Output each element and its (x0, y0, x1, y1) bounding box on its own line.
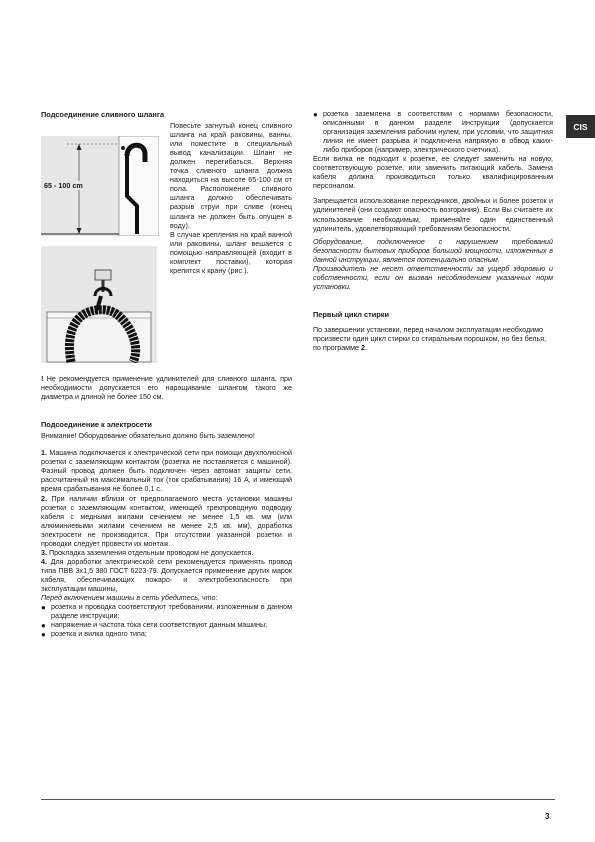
warning-mark: ! (41, 375, 44, 384)
page-number: 3 (545, 812, 550, 821)
check-bullet-text: напряжение и частота тока сети соответствуют данным машины; (51, 621, 268, 630)
item-text: Машина подключается к электрической сети при помощи двухполюсной розетки с заземляющим контактом (розетка не поставляется с машиной). Фазный провод должен быть подключен через автомат защиты сети, рассчитанный на максимальный ток (ток срабатывания) 16 А, и имеющий время срабатывания не более 0,1 с. (41, 449, 292, 494)
bullet-icon: ● (313, 110, 318, 119)
drain-height-label: 65 - 100 cm (44, 181, 83, 191)
check-intro: Перед включением машины в сеть убедитесь, что: (41, 594, 218, 603)
adapters-paragraph: Запрещается использование переходников, двойных и более розеток и удлинителей (они создают опасность возгорания). Если Вы считаете их использование необходимым, применяйте один единственный удлинитель, удовлетворяющий требованиям безопасности. (313, 197, 553, 233)
check-bullet (41, 630, 292, 639)
electric-intro: Внимание! Оборудование обязательно должно быть заземлено! (41, 432, 255, 441)
check-bullet-text: розетка и вилка одного типа; (51, 630, 147, 639)
safety-note: Оборудование, подключенное с нарушением требований безопасности бытовых приборов большой мощности, изложенных в данной инструкции, является потенциально опасным. (313, 237, 553, 264)
hose-guide-illustration (41, 246, 157, 363)
drain-instruction-1: Повесьте загнутый конец сливного шланга на край раковины, ванны, или поместите в специальный вывод канализации. Шланг не должен перегибаться. Верхняя точка сливного шланга должна находиться на высоте 65-100 см от пола. Расположение сливного шланга должно обеспечивать разрыв струи при сливе (конец шланга не должен быть опущен в воду). (170, 122, 292, 230)
item-number: 1. (41, 449, 47, 458)
drain-warning (41, 375, 292, 402)
drain-height-figure (41, 136, 159, 236)
drain-figure-row (41, 122, 292, 363)
first-cycle-text (313, 326, 553, 353)
item-number: 2. (41, 494, 47, 503)
item-number: 4. (41, 557, 47, 566)
check-bullet-text: розетка заземлена в соответствии с нормами безопасности, описанными в данном разделе инструкции (допускается организация заземления рабочим нулем, при условии, что защитная линия не имеет разрыва и подключена напрямую в обвод каких-либо приборов (например, электрического счетчика). (323, 110, 553, 155)
item-text: При наличии вблизи от предполагаемого места установки машины розетки с заземляющим контактом, имеющей трехпроводную подводку кабеля с медными жилами сечением не менее 1,5 кв. мм (или алюминиевыми жилами сечением не менее 2,5 кв. мм), доработка электросети не производится. При отсутствии указанной розетки и проводки следует провести их монтаж. (41, 494, 293, 548)
first-cycle-body: По завершении установки, перед началом эксплуатации необходимо произвести один цикл стирки со стиральным порошком, но без белья, по программе (313, 325, 547, 353)
left-column (41, 110, 292, 639)
drain-section-title: Подсоединение сливного шланга (41, 110, 165, 119)
item-text: Прокладка заземления отдельным проводом не допускается. (48, 548, 254, 557)
electric-item-2 (41, 495, 292, 549)
check-bullet-text: розетка и проводка соответствуют требованиям, изложенным в данном разделе инструкции; (51, 603, 292, 621)
first-cycle-end: . (364, 344, 367, 353)
footer-divider (41, 799, 555, 800)
figures-column (41, 122, 159, 363)
electric-item-1 (41, 449, 292, 494)
first-cycle-title: Первый цикл стирки (313, 309, 390, 319)
language-tab (566, 115, 595, 138)
bullet-icon: ● (41, 621, 46, 631)
liability-note: Производитель не несет ответственности за ущерб здоровью и собственности, если он вызван несоблюдением указанных норм установки. (313, 264, 553, 291)
electric-item-4 (41, 558, 292, 594)
drain-instruction-2: В случае крепления на край ванной или раковины, шланг вешается с помощью направляющей (входит в комплект поставки), которая крепится к крану (рис.). (170, 230, 292, 275)
right-column (313, 110, 553, 353)
bullet-icon: ● (41, 630, 46, 640)
check-bullet (41, 621, 292, 630)
language-tab-label: CIS (573, 121, 588, 132)
check-bullet (313, 110, 553, 155)
item-number: 3. (41, 548, 47, 557)
bullet-icon: ● (41, 603, 46, 613)
check-bullet (41, 603, 292, 621)
drain-warning-text: Не рекомендуется применение удлинителей для сливного шланга, при необходимости допускается его наращивание шлангом такого же диаметра и длиной не более 150 см. (41, 375, 293, 402)
program-number: 2 (360, 344, 365, 353)
electric-section-title: Подсоединение к электросети (41, 420, 152, 430)
electric-item-3 (41, 549, 292, 558)
plug-paragraph: Если вилка не подходит к розетке, ее следует заменить на новую, соответствующую розетке, или заменить питающий кабель. Замена кабеля должна производиться только квалифицированным персоналом. (313, 155, 553, 191)
drain-figure-text (170, 122, 292, 276)
drain-guide-figure (41, 246, 157, 363)
item-text: Для доработки электрической сети рекомендуется применять провод типа ПВВ 3х1,5 380 ГОСТ 6223-79. Допускается применение других марок кабеля, обеспечивающих пожаро- и электробезопасность при эксплуатации машины, (41, 557, 292, 593)
